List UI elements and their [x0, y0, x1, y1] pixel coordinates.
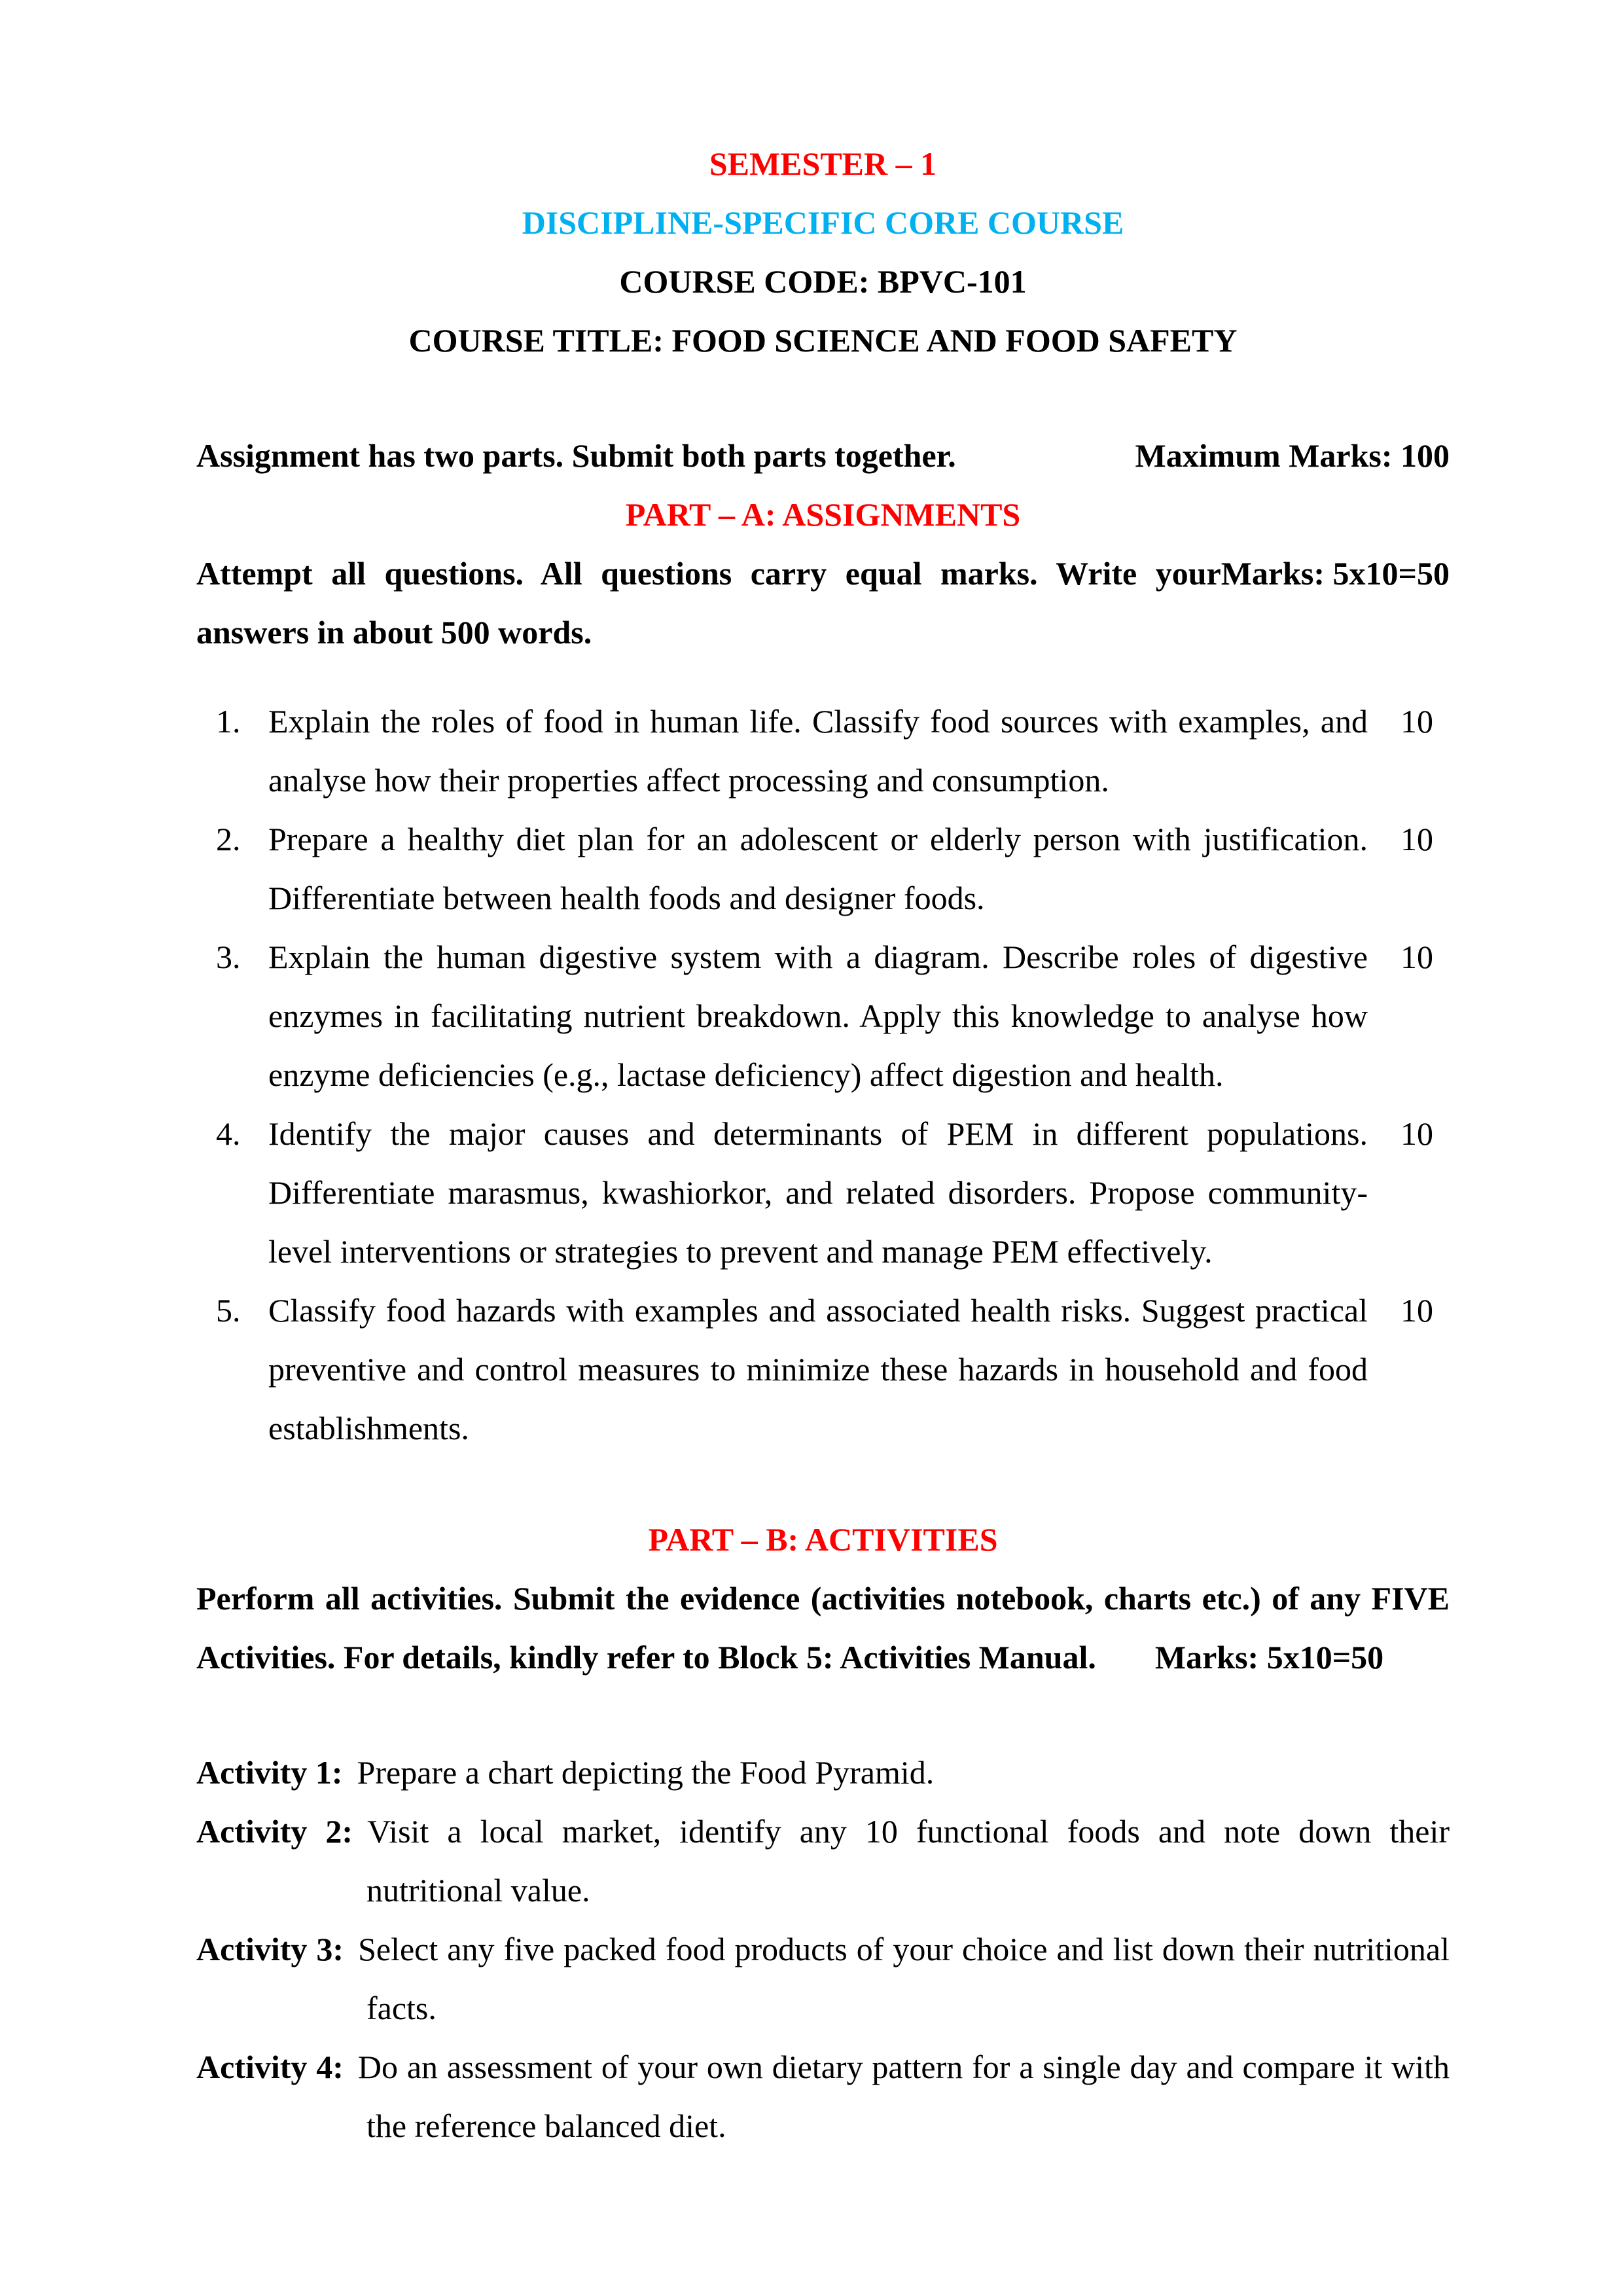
- activity-label: Activity 2:: [196, 1813, 353, 1850]
- part-b-instructions: [196, 1569, 1450, 1687]
- question-number: 2.: [216, 821, 241, 857]
- document-header: [196, 134, 1450, 370]
- part-a-title: PART – A: ASSIGNMENTS: [625, 496, 1021, 533]
- question-row: [196, 810, 1450, 927]
- semester-heading: SEMESTER – 1: [709, 145, 937, 182]
- activity-text: Visit a local market, identify any 10 functional foods and note down their nutritional value.: [366, 1813, 1450, 1909]
- maximum-marks-label: Maximum Marks: 100: [1135, 437, 1450, 474]
- part-b-instructions-text: Perform all activities. Submit the evidence (activities notebook, charts etc.) of any FIVE Activities. For details, kindly refer to Block 5: Activities Manual.: [196, 1580, 1450, 1676]
- question-number: 5.: [216, 1292, 241, 1329]
- activity-item: [196, 1802, 1450, 1920]
- part-b-marks-label: Marks: 5x10=50: [1154, 1639, 1384, 1676]
- activity-label: Activity 4:: [196, 2049, 344, 2085]
- activity-text: Prepare a chart depicting the Food Pyramid.: [357, 1754, 935, 1791]
- course-title-heading: COURSE TITLE: FOOD SCIENCE AND FOOD SAFETY: [408, 322, 1238, 359]
- question-marks: 10: [1400, 1292, 1433, 1329]
- question-row: [196, 927, 1450, 1104]
- question-text: Explain the human digestive system with a diagram. Describe roles of digestive enzymes in facilitating nutrient breakdown. Apply this knowledge to analyse how enzyme deficiencies (e.g., lactase deficiency) affect digestion and health.: [268, 939, 1368, 1093]
- activity-label: Activity 1:: [196, 1754, 343, 1791]
- activity-item: [196, 2037, 1450, 2155]
- question-number: 3.: [216, 939, 241, 975]
- part-b-title: PART – B: ACTIVITIES: [648, 1521, 998, 1558]
- part-a-instructions-text: Attempt all questions. All questions carry equal marks. Write your answers in about 500 words.: [196, 555, 1221, 651]
- question-row: [196, 1281, 1450, 1458]
- assignment-intro-line: [196, 426, 1450, 485]
- activity-text: Do an assessment of your own dietary pattern for a single day and compare it with the reference balanced diet.: [357, 2049, 1450, 2144]
- question-number: 1.: [216, 703, 241, 740]
- activity-item: [196, 1920, 1450, 2037]
- assignment-intro-text: Assignment has two parts. Submit both parts together.: [196, 437, 956, 474]
- activity-label: Activity 3:: [196, 1931, 344, 1967]
- question-marks: 10: [1400, 939, 1433, 975]
- question-text: Identify the major causes and determinants of PEM in different populations. Differentiate marasmus, kwashiorkor, and related disorders. Propose community-level interventions or strategies to prevent and manage PEM effectively.: [268, 1115, 1368, 1270]
- question-row: [196, 1104, 1450, 1281]
- activity-item: [196, 1743, 1450, 1802]
- question-number: 4.: [216, 1115, 241, 1152]
- question-row: [196, 692, 1450, 810]
- question-text: Prepare a healthy diet plan for an adolescent or elderly person with justification. Differentiate between health foods and designer foods.: [268, 821, 1368, 916]
- course-code-heading: COURSE CODE: BPVC-101: [619, 263, 1027, 300]
- question-marks: 10: [1400, 821, 1433, 857]
- question-list: [196, 692, 1450, 1458]
- question-marks: 10: [1400, 703, 1433, 740]
- question-marks: 10: [1400, 1115, 1433, 1152]
- course-type-heading: DISCIPLINE-SPECIFIC CORE COURSE: [522, 204, 1124, 241]
- activity-text: Select any five packed food products of your choice and list down their nutritional facts.: [358, 1931, 1450, 2026]
- activity-list: [196, 1743, 1450, 2155]
- question-text: Classify food hazards with examples and associated health risks. Suggest practical preventive and control measures to minimize these hazards in household and food establishments.: [268, 1292, 1368, 1446]
- part-a-instructions: [196, 544, 1450, 662]
- question-text: Explain the roles of food in human life. Classify food sources with examples, and analyse how their properties affect processing and consumption.: [268, 703, 1368, 798]
- part-a-marks-label: Marks: 5x10=50: [1221, 555, 1450, 592]
